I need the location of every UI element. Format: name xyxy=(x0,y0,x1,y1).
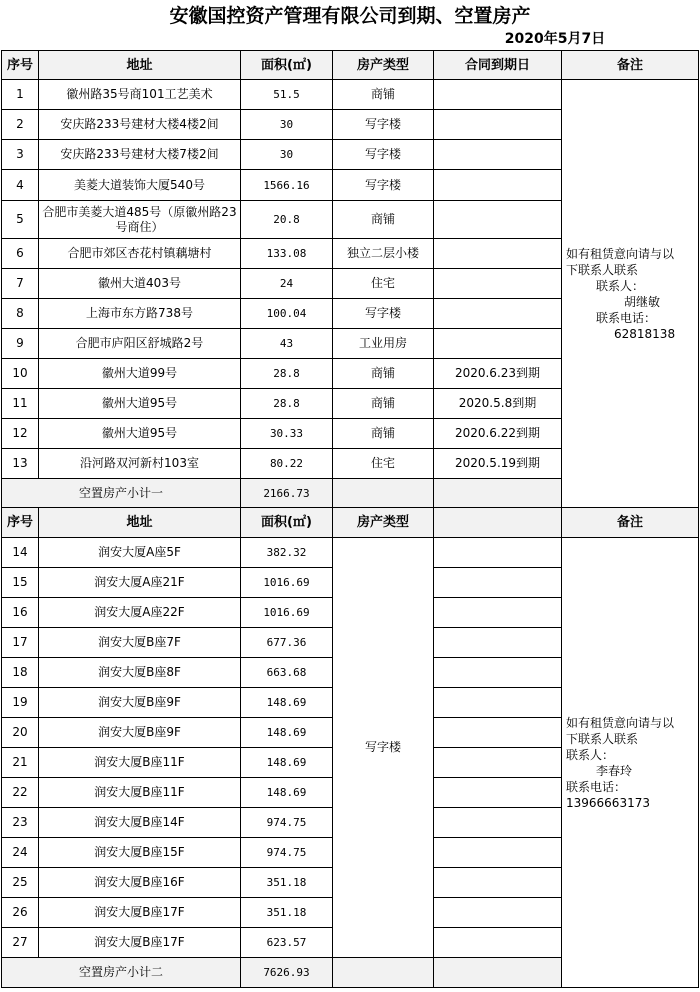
row-expiry xyxy=(434,170,562,201)
subtotal-value: 2166.73 xyxy=(241,479,333,508)
subtotal-empty-expiry xyxy=(434,958,562,988)
document-title: 安徽国控资产管理有限公司到期、空置房产 xyxy=(169,5,531,27)
row-address: 徽州大道403号 xyxy=(39,269,241,299)
area-header: 面积(㎡) xyxy=(241,508,333,538)
row-area: 30 xyxy=(241,140,333,170)
row-seq: 17 xyxy=(2,628,39,658)
row-seq: 11 xyxy=(2,389,39,419)
row-area: 28.8 xyxy=(241,359,333,389)
row-area: 663.68 xyxy=(241,658,333,688)
row-seq: 14 xyxy=(2,538,39,568)
row-seq: 19 xyxy=(2,688,39,718)
row-address: 上海市东方路738号 xyxy=(39,299,241,329)
section2-remark xyxy=(562,538,699,988)
subtotal-empty-type xyxy=(333,479,434,508)
row-seq: 3 xyxy=(2,140,39,170)
row-seq: 25 xyxy=(2,868,39,898)
row-seq: 27 xyxy=(2,928,39,958)
remark-line1: 如有租赁意向请与以 xyxy=(566,715,675,730)
row-type: 写字楼 xyxy=(333,299,434,329)
row-seq: 8 xyxy=(2,299,39,329)
row-seq: 21 xyxy=(2,748,39,778)
row-address: 润安大厦B座9F xyxy=(39,718,241,748)
type-header: 房产类型 xyxy=(333,508,434,538)
row-address: 美菱大道装饰大厦540号 xyxy=(39,170,241,201)
row-address: 润安大厦B座7F xyxy=(39,628,241,658)
row-type: 商铺 xyxy=(333,389,434,419)
row-area: 20.8 xyxy=(241,201,333,239)
row-address: 润安大厦B座11F xyxy=(39,748,241,778)
row-area: 974.75 xyxy=(241,808,333,838)
row-expiry xyxy=(434,201,562,239)
remark-line6: 62818138 xyxy=(614,326,676,341)
row-seq: 4 xyxy=(2,170,39,201)
subtotal-value: 7626.93 xyxy=(241,958,333,988)
row-expiry xyxy=(434,568,562,598)
section1-header-row xyxy=(2,51,699,80)
row-area: 1566.16 xyxy=(241,170,333,201)
row-address: 安庆路233号建材大楼4楼2间 xyxy=(39,110,241,140)
row-address: 润安大厦B座17F xyxy=(39,898,241,928)
row-type: 写字楼 xyxy=(333,170,434,201)
address-header: 地址 xyxy=(39,508,241,538)
remark-line3: 联系人： xyxy=(566,747,615,762)
row-expiry xyxy=(434,80,562,110)
row-seq: 22 xyxy=(2,778,39,808)
row-expiry xyxy=(434,718,562,748)
row-area: 28.8 xyxy=(241,389,333,419)
row-seq: 6 xyxy=(2,239,39,269)
row-area: 51.5 xyxy=(241,80,333,110)
row-area: 623.57 xyxy=(241,928,333,958)
section2-type: 写字楼 xyxy=(333,538,434,958)
row-seq: 2 xyxy=(2,110,39,140)
row-area: 148.69 xyxy=(241,778,333,808)
row-area: 677.36 xyxy=(241,628,333,658)
row-seq: 24 xyxy=(2,838,39,868)
row-address: 润安大厦B座17F xyxy=(39,928,241,958)
row-type: 写字楼 xyxy=(333,110,434,140)
row-expiry xyxy=(434,628,562,658)
row-seq: 5 xyxy=(2,201,39,239)
row-expiry xyxy=(434,928,562,958)
expiry-header-empty xyxy=(434,508,562,538)
row-expiry xyxy=(434,110,562,140)
row-address: 徽州大道95号 xyxy=(39,389,241,419)
row-expiry xyxy=(434,868,562,898)
section2-header-row xyxy=(2,508,699,538)
remark-line4: 胡继敏 xyxy=(624,294,661,309)
row-area: 382.32 xyxy=(241,538,333,568)
row-address: 润安大厦B座9F xyxy=(39,688,241,718)
remark-line5: 联系电话： xyxy=(566,779,627,794)
row-seq: 20 xyxy=(2,718,39,748)
row-area: 148.69 xyxy=(241,718,333,748)
row-address: 徽州大道99号 xyxy=(39,359,241,389)
row-expiry xyxy=(434,329,562,359)
row-area: 30.33 xyxy=(241,419,333,449)
row-address: 润安大厦B座16F xyxy=(39,868,241,898)
row-expiry xyxy=(434,748,562,778)
row-seq: 26 xyxy=(2,898,39,928)
row-area: 1016.69 xyxy=(241,598,333,628)
row-expiry: 2020.6.22到期 xyxy=(434,419,562,449)
row-seq: 16 xyxy=(2,598,39,628)
remark-line2: 下联系人联系 xyxy=(566,262,639,277)
row-seq: 23 xyxy=(2,808,39,838)
row-seq: 1 xyxy=(2,80,39,110)
row-area: 43 xyxy=(241,329,333,359)
table-row xyxy=(2,80,699,110)
seq-header: 序号 xyxy=(2,508,39,538)
remark-header: 备注 xyxy=(562,508,699,538)
row-address: 徽州路35号商101工艺美术 xyxy=(39,80,241,110)
row-area: 148.69 xyxy=(241,688,333,718)
seq-header: 序号 xyxy=(2,51,39,80)
subtotal-empty-expiry xyxy=(434,479,562,508)
table-row xyxy=(2,538,699,568)
row-area: 351.18 xyxy=(241,868,333,898)
remark-line1: 如有租赁意向请与以 xyxy=(566,246,675,261)
row-address: 润安大厦B座8F xyxy=(39,658,241,688)
row-expiry xyxy=(434,898,562,928)
row-address: 润安大厦B座14F xyxy=(39,808,241,838)
row-address: 润安大厦B座11F xyxy=(39,778,241,808)
remark-line5: 联系电话： xyxy=(596,310,657,325)
row-seq: 13 xyxy=(2,449,39,479)
row-expiry xyxy=(434,239,562,269)
row-area: 974.75 xyxy=(241,838,333,868)
row-area: 30 xyxy=(241,110,333,140)
row-seq: 12 xyxy=(2,419,39,449)
row-address: 润安大厦A座21F xyxy=(39,568,241,598)
row-seq: 7 xyxy=(2,269,39,299)
row-address: 合肥市郊区杏花村镇藕塘村 xyxy=(39,239,241,269)
subtotal-empty-type xyxy=(333,958,434,988)
row-expiry: 2020.5.8到期 xyxy=(434,389,562,419)
row-type: 独立二层小楼 xyxy=(333,239,434,269)
row-type: 商铺 xyxy=(333,359,434,389)
row-address: 沿河路双河新村103室 xyxy=(39,449,241,479)
row-expiry xyxy=(434,598,562,628)
expiry-header: 合同到期日 xyxy=(434,51,562,80)
row-expiry xyxy=(434,838,562,868)
row-expiry xyxy=(434,688,562,718)
remark-header: 备注 xyxy=(562,51,699,80)
row-address: 润安大厦A座22F xyxy=(39,598,241,628)
row-type: 写字楼 xyxy=(333,140,434,170)
remark-line2: 下联系人联系 xyxy=(566,731,639,746)
row-seq: 9 xyxy=(2,329,39,359)
subtotal-label: 空置房产小计一 xyxy=(2,479,241,508)
row-expiry: 2020.5.19到期 xyxy=(434,449,562,479)
row-area: 80.22 xyxy=(241,449,333,479)
row-expiry xyxy=(434,140,562,170)
row-type: 商铺 xyxy=(333,80,434,110)
row-expiry xyxy=(434,538,562,568)
row-seq: 15 xyxy=(2,568,39,598)
section1-remark xyxy=(562,80,699,508)
area-header: 面积(㎡) xyxy=(241,51,333,80)
row-seq: 18 xyxy=(2,658,39,688)
row-type: 商铺 xyxy=(333,419,434,449)
document-date: 2020年5月7日 xyxy=(504,31,606,47)
row-seq: 10 xyxy=(2,359,39,389)
row-address: 润安大厦A座5F xyxy=(39,538,241,568)
row-address: 徽州大道95号 xyxy=(39,419,241,449)
subtotal-label: 空置房产小计二 xyxy=(2,958,241,988)
row-type: 工业用房 xyxy=(333,329,434,359)
row-type: 商铺 xyxy=(333,201,434,239)
row-area: 100.04 xyxy=(241,299,333,329)
row-address: 合肥市庐阳区舒城路2号 xyxy=(39,329,241,359)
row-area: 133.08 xyxy=(241,239,333,269)
property-table xyxy=(1,50,699,988)
row-address: 安庆路233号建材大楼7楼2间 xyxy=(39,140,241,170)
type-header: 房产类型 xyxy=(333,51,434,80)
row-area: 24 xyxy=(241,269,333,299)
row-address: 润安大厦B座15F xyxy=(39,838,241,868)
remark-line4: 李春玲 xyxy=(596,763,633,778)
row-area: 1016.69 xyxy=(241,568,333,598)
row-expiry: 2020.6.23到期 xyxy=(434,359,562,389)
row-type: 住宅 xyxy=(333,449,434,479)
row-expiry xyxy=(434,778,562,808)
row-expiry xyxy=(434,658,562,688)
row-expiry xyxy=(434,808,562,838)
row-expiry xyxy=(434,269,562,299)
remark-line3: 联系人： xyxy=(596,278,645,293)
row-expiry xyxy=(434,299,562,329)
address-header: 地址 xyxy=(39,51,241,80)
row-area: 148.69 xyxy=(241,748,333,778)
remark-line6: 13966663173 xyxy=(566,795,650,810)
row-address: 合肥市美菱大道485号（原徽州路23号商住） xyxy=(39,201,241,239)
row-type: 住宅 xyxy=(333,269,434,299)
row-area: 351.18 xyxy=(241,898,333,928)
